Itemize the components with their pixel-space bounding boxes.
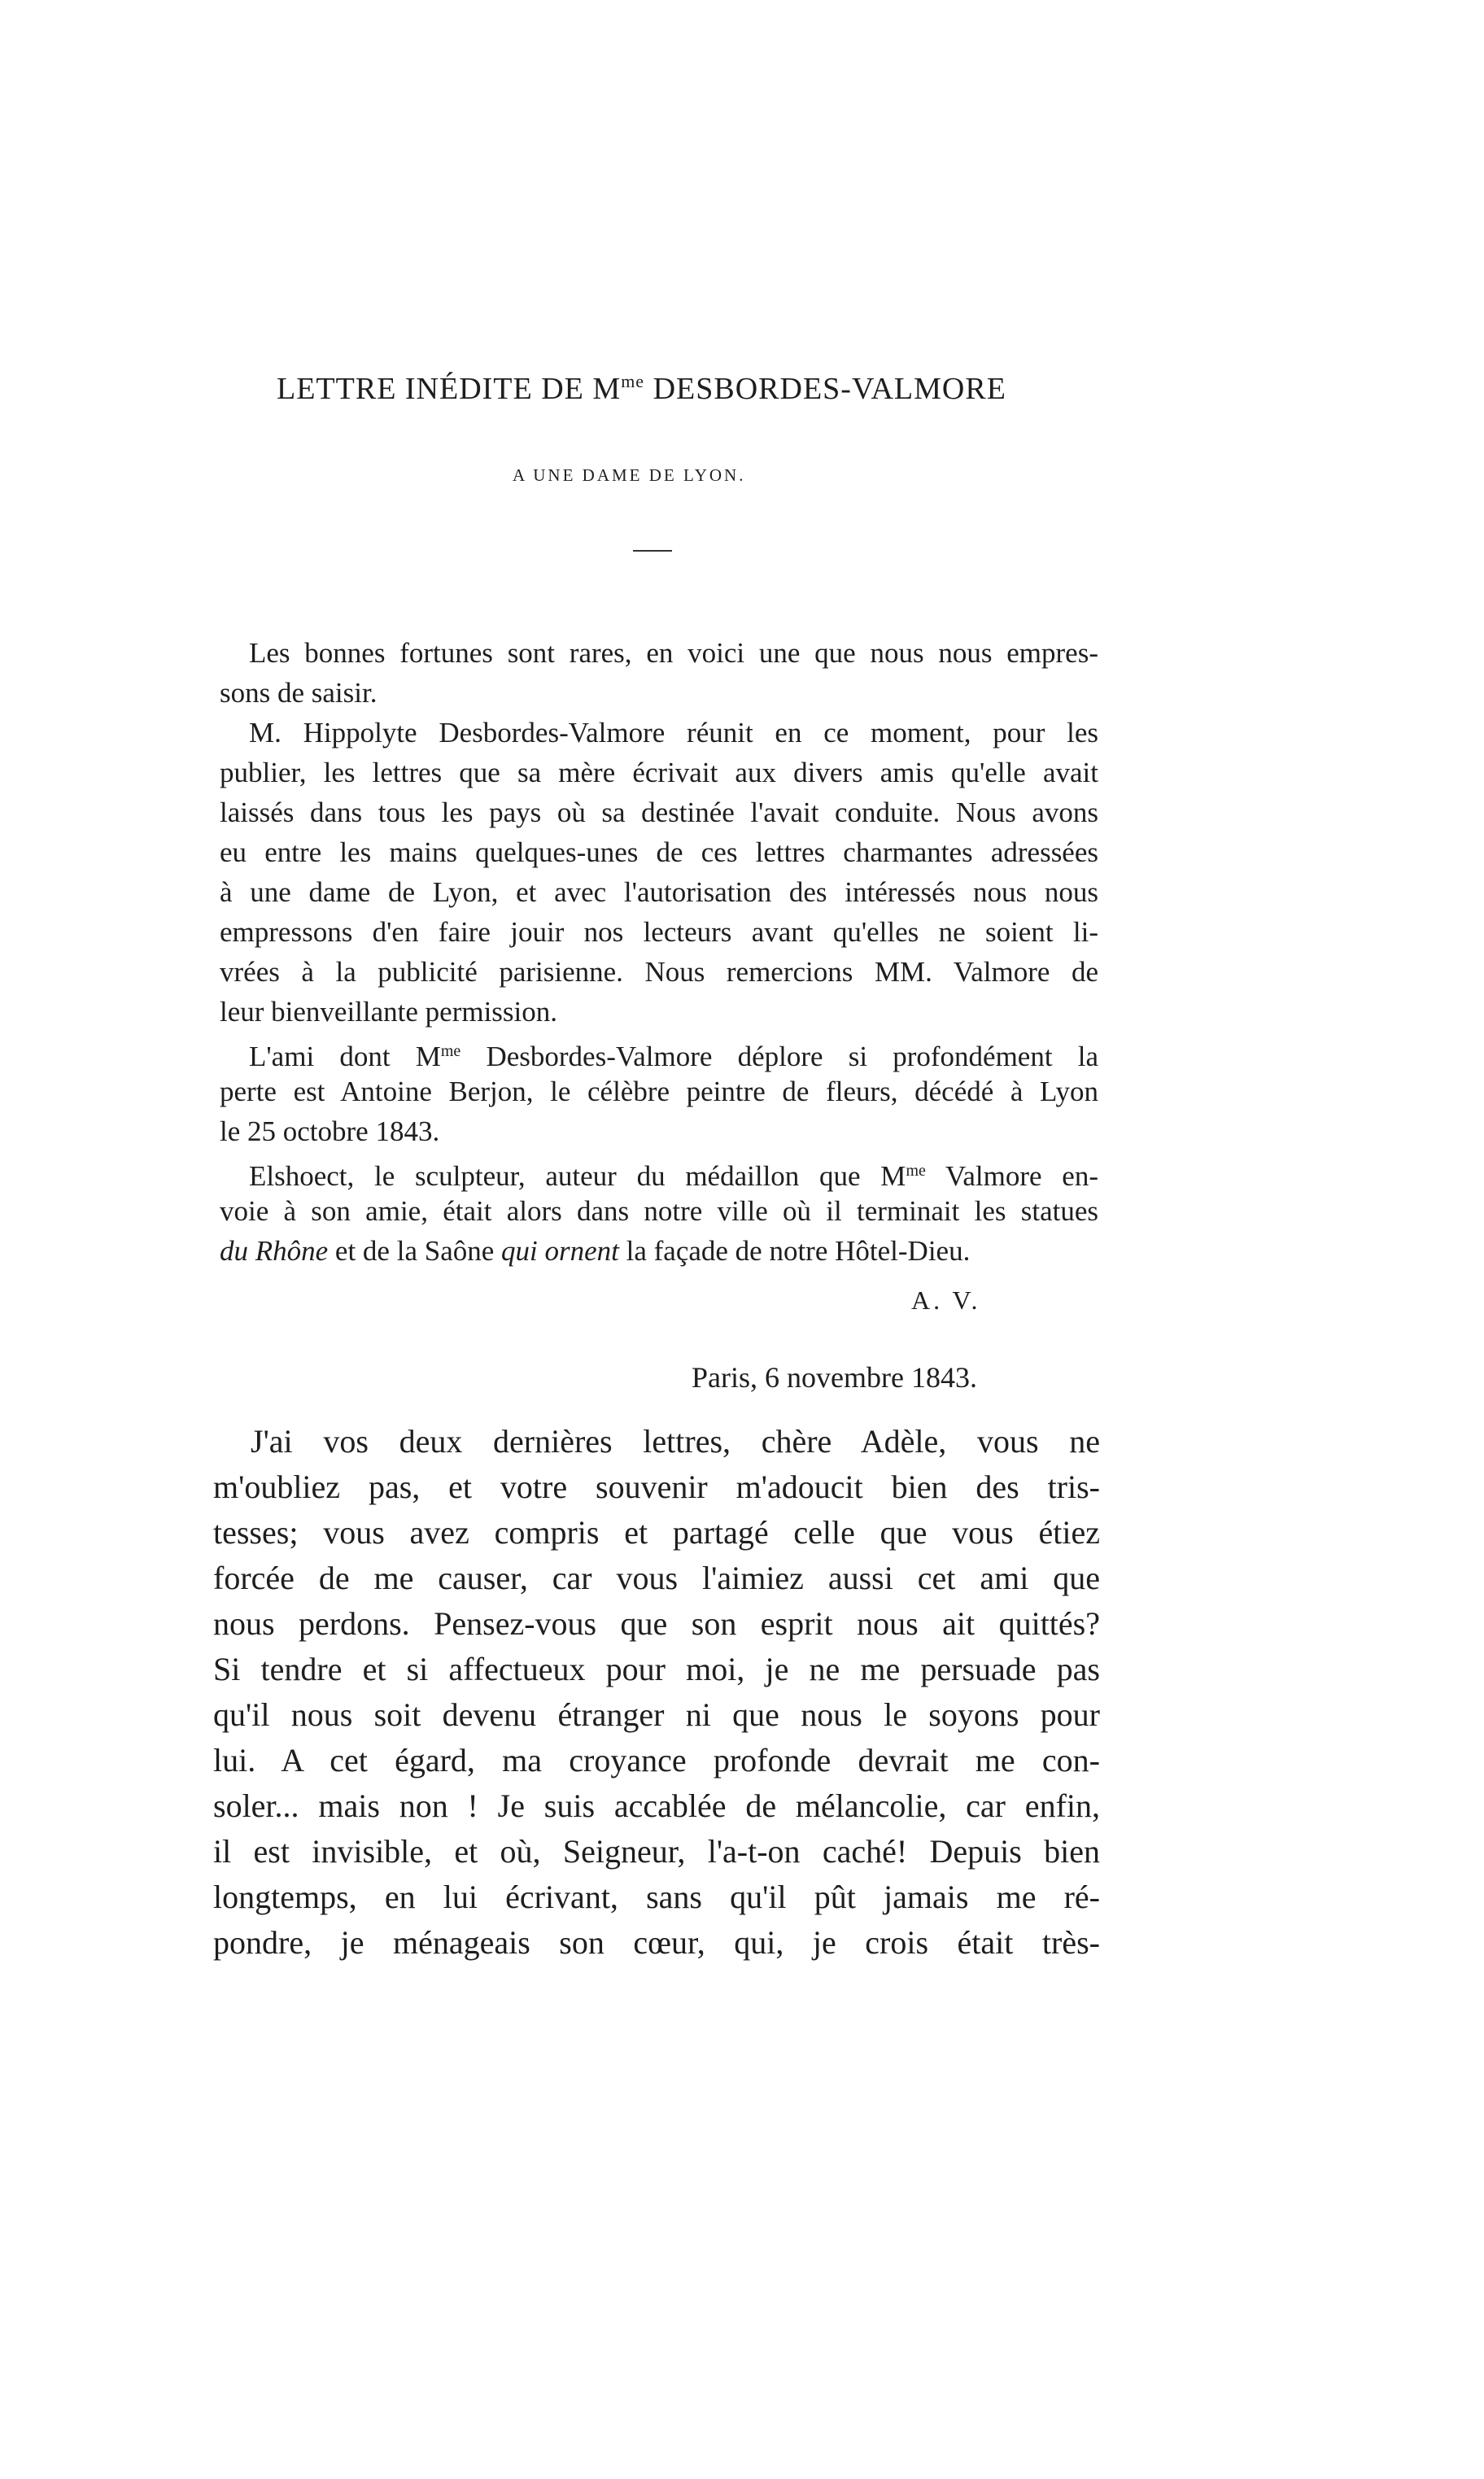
letter-line: soler... mais non ! Je suis accablée de mélancolie, car enfin, <box>213 1787 1100 1824</box>
intro-line: Les bonnes fortunes sont rares, en voici une que nous nous empres- <box>249 637 1098 669</box>
letter-line: nous perdons. Pensez-vous que son esprit nous ait quittés? <box>213 1605 1100 1642</box>
letter-line: pondre, je ménageais son cœur, qui, je crois était très- <box>213 1924 1100 1961</box>
page-title <box>277 371 1090 407</box>
intro-line: L'ami dont $M^{me}$ Desbordes-Valmore déplore si profondément la <box>249 1041 1098 1072</box>
letter-line: J'ai vos deux dernières lettres, chère Adèle, vous ne <box>251 1423 1100 1460</box>
intro-line: du Rhône et de la Saône qui ornent la façade de notre Hôtel-Dieu. <box>220 1235 971 1267</box>
letter-line: Si tendre et si affectueux pour moi, je ne me persuade pas <box>213 1651 1100 1687</box>
intro-line: vrées à la publicité parisienne. Nous remercions MM. Valmore de <box>220 956 1098 988</box>
title-text: LETTRE INÉDITE DE M <box>277 372 622 406</box>
editor-signature: A. V. <box>911 1285 981 1315</box>
intro-line: voie à son amie, était alors dans notre ville où il terminait les statues <box>220 1195 1098 1227</box>
title-text-end: DESBORDES-VALMORE <box>644 372 1006 406</box>
letter-line: qu'il nous soit devenu étranger ni que nous le soyons pour <box>213 1696 1100 1733</box>
intro-line: laissés dans tous les pays où sa destinée l'avait conduite. Nous avons <box>220 797 1098 828</box>
intro-line: Elshoect, le sculpteur, auteur du médaillon que $M^{me}$ Valmore en- <box>249 1160 1098 1192</box>
intro-line: le 25 octobre 1843. <box>220 1115 440 1147</box>
intro-line: M. Hippolyte Desbordes-Valmore réunit en ce moment, pour les <box>249 717 1098 749</box>
editor-introduction <box>220 633 1098 1271</box>
section-divider <box>633 550 672 552</box>
intro-line: à une dame de Lyon, et avec l'autorisation des intéressés nous nous <box>220 876 1098 908</box>
page-subtitle: A UNE DAME DE LYON. <box>513 465 746 485</box>
intro-line: leur bienveillante permission. <box>220 996 558 1028</box>
letter-line: forcée de me causer, car vous l'aimiez aussi cet ami que <box>213 1560 1100 1596</box>
letter-body <box>213 1419 1100 1966</box>
intro-line: publier, les lettres que sa mère écrivait aux divers amis qu'elle avait <box>220 757 1098 788</box>
letter-dateline: Paris, 6 novembre 1843. <box>692 1361 977 1394</box>
intro-line: eu entre les mains quelques-unes de ces lettres charmantes adressées <box>220 836 1098 868</box>
letter-line: tesses; vous avez compris et partagé celle que vous étiez <box>213 1514 1100 1551</box>
intro-line: empressons d'en faire jouir nos lecteurs avant qu'elles ne soient li- <box>220 916 1098 948</box>
intro-line: sons de saisir. <box>220 677 378 709</box>
letter-line: lui. A cet égard, ma croyance profonde devrait me con- <box>213 1742 1100 1779</box>
letter-line: m'oubliez pas, et votre souvenir m'adoucit bien des tris- <box>213 1469 1100 1505</box>
letter-line: longtemps, en lui écrivant, sans qu'il pût jamais me ré- <box>213 1879 1100 1915</box>
intro-line: perte est Antoine Berjon, le célèbre peintre de fleurs, décédé à Lyon <box>220 1076 1098 1107</box>
title-superscript: me <box>621 371 645 391</box>
letter-line: il est invisible, et où, Seigneur, l'a-t-on caché! Depuis bien <box>213 1833 1100 1870</box>
